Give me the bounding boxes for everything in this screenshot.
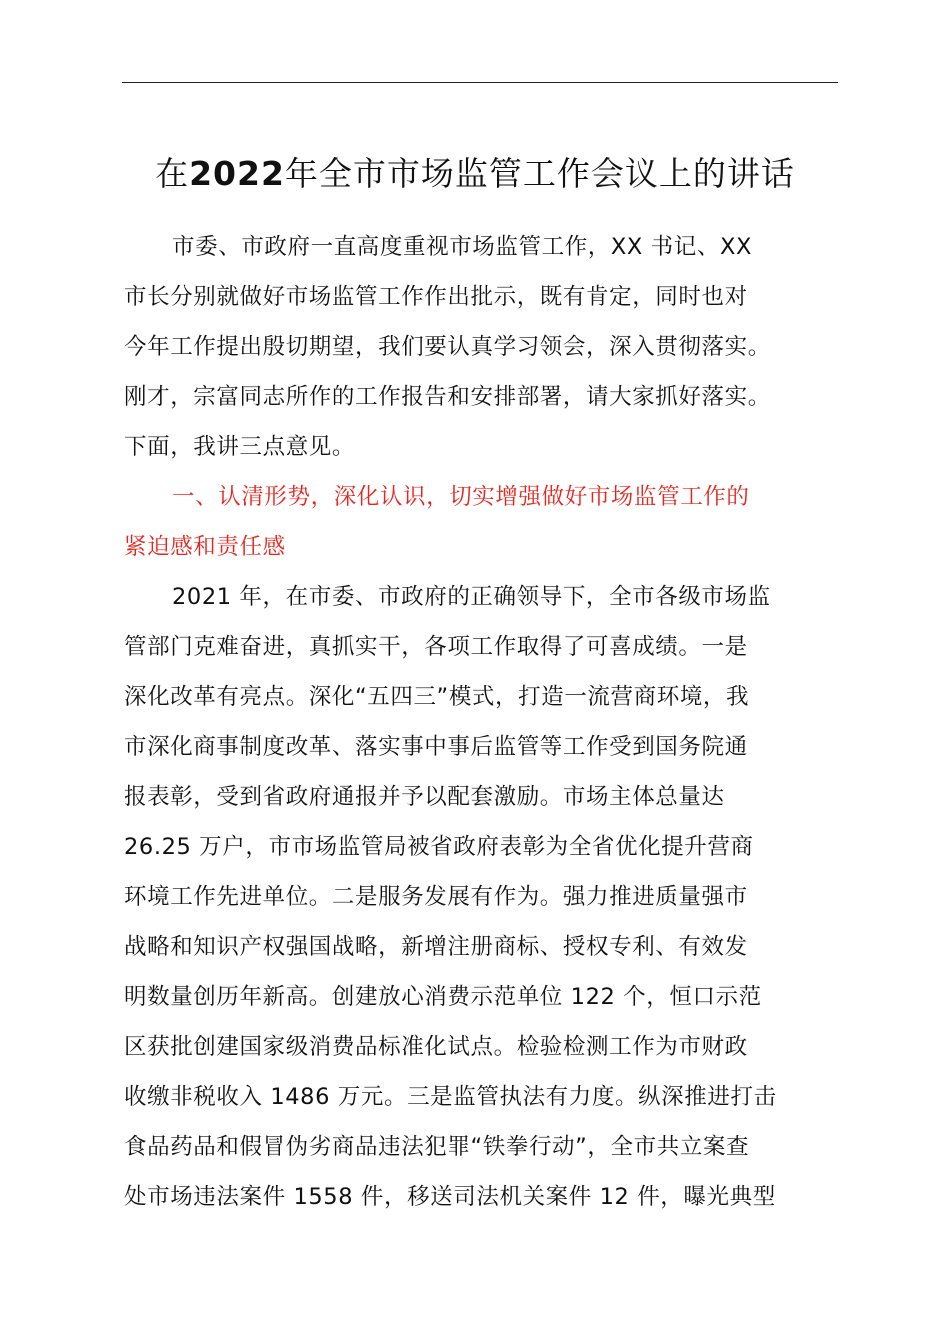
page-title (0, 148, 950, 200)
intro-line: 市委、市政府一直高度重视市场监管工作，XX 书记、XX (172, 234, 753, 260)
intro-line: 市长分别就做好市场监管工作作出批示，既有肯定，同时也对 (124, 284, 748, 310)
section-line: 食品药品和假冒伪劣商品违法犯罪“铁拳行动”，全市共立案查 (124, 1134, 750, 1160)
document-body (124, 222, 838, 1222)
section-heading-line: 紧迫感和责任感 (124, 534, 286, 560)
title-suffix: 年全市市场监管工作会议上的讲话 (284, 154, 795, 193)
intro-line: 刚才，宗富同志所作的工作报告和安排部署，请大家抓好落实。 (124, 384, 771, 410)
section-line: 26.25 万户，市市场监管局被省政府表彰为全省优化提升营商 (124, 834, 754, 860)
section-line: 处市场违法案件 1558 件，移送司法机关案件 12 件，曝光典型 (124, 1184, 776, 1210)
section-line: 明数量创历年新高。创建放心消费示范单位 122 个，恒口示范 (124, 984, 762, 1010)
title-prefix: 在 (155, 154, 190, 193)
section-line: 管部门克难奋进，真抓实干，各项工作取得了可喜成绩。一是 (124, 634, 748, 660)
section-line: 区获批创建国家级消费品标准化试点。检验检测工作为市财政 (124, 1034, 748, 1060)
section-line: 收缴非税收入 1486 万元。三是监管执法有力度。纵深推进打击 (124, 1084, 777, 1110)
intro-line: 下面，我讲三点意见。 (124, 434, 356, 460)
title-year: 2022 (189, 154, 285, 193)
section-heading-line: 一、认清形势，深化认识，切实增强做好市场监管工作的 (172, 484, 750, 510)
section-line: 深化改革有亮点。深化“五四三”模式，打造一流营商环境，我 (124, 684, 750, 710)
section-line: 环境工作先进单位。二是服务发展有作为。强力推进质量强市 (124, 884, 748, 910)
intro-line: 今年工作提出殷切期望，我们要认真学习领会，深入贯彻落实。 (124, 334, 771, 360)
header-rule (122, 82, 838, 83)
section-line: 战略和知识产权强国战略，新增注册商标、授权专利、有效发 (124, 934, 748, 960)
section-line: 2021 年，在市委、市政府的正确领导下，全市各级市场监 (172, 584, 771, 610)
section-line: 报表彰，受到省政府通报并予以配套激励。市场主体总量达 (124, 784, 725, 810)
section-line: 市深化商事制度改革、落实事中事后监管等工作受到国务院通 (124, 734, 748, 760)
